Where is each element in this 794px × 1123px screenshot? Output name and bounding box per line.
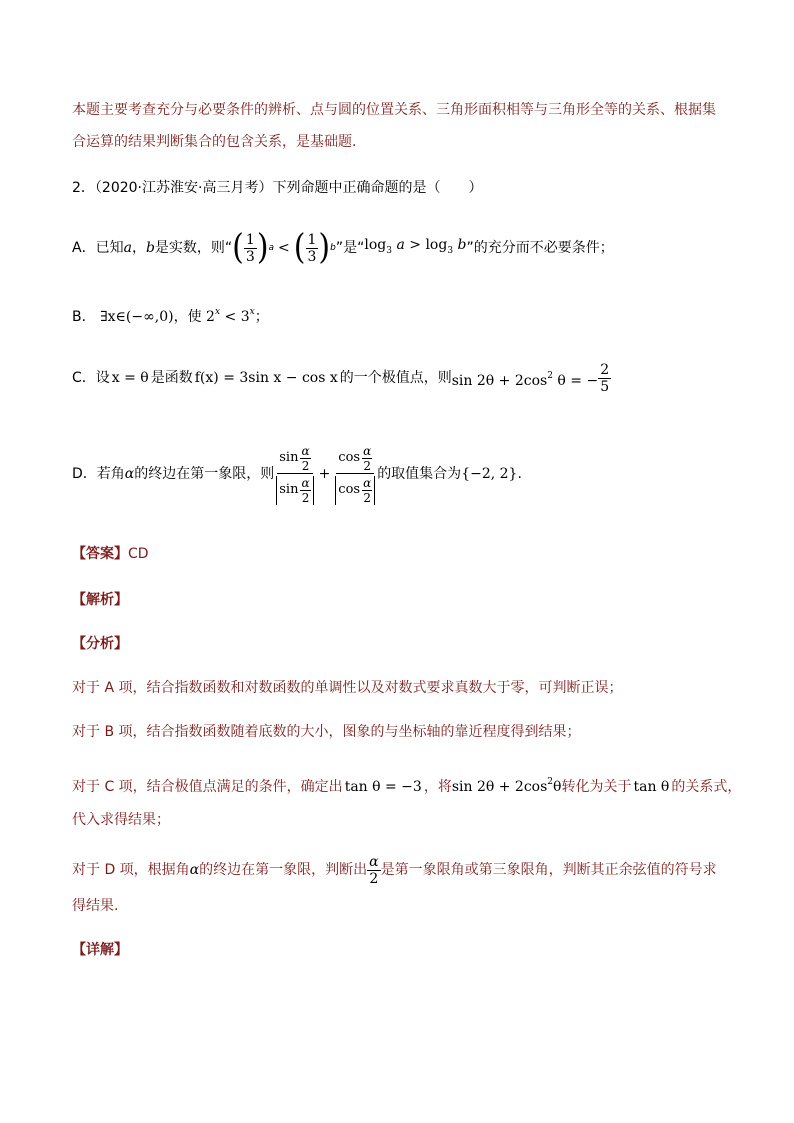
cos-ratio-fraction: cos α 2 cos α 2: [333, 444, 377, 505]
option-c-mid1: 是函数: [150, 370, 193, 386]
paren-open-2: (: [293, 227, 306, 268]
option-a-tail: ”的充分而不必要条件；: [466, 240, 614, 256]
intro-line-2: 合运算的结果判断集合的包含关系，是基础题.: [72, 134, 357, 150]
option-d-mid: 的终边在第一象限，则: [134, 466, 275, 482]
question-text: 下列命题中正确命题的是（ ）: [272, 180, 483, 196]
option-b-shi: ，使: [173, 309, 202, 325]
analysis-label: 【解析】: [72, 592, 128, 608]
analysis-c-tan: tan θ = −3: [344, 779, 422, 795]
option-b-tail: ；: [254, 309, 269, 325]
option-d: [72, 436, 522, 512]
fraction-one-third-a: $\frac{1}{3}$: [245, 231, 255, 265]
detail-label: 【详解】: [72, 942, 128, 958]
analysis-b: 对于 B 项，结合指数函数随着底数的大小，图象的与坐标轴的靠近程度得到结果；: [72, 724, 581, 740]
option-a-quote-mid: ”是“: [335, 240, 365, 256]
option-b-label: B．: [72, 309, 96, 325]
alpha-symbol: α: [124, 466, 135, 482]
option-d-label: D．: [72, 466, 97, 482]
fenxi-heading: [72, 634, 128, 654]
option-d-tail2: .: [517, 466, 522, 482]
analysis-c-line2: 代入求得结果；: [72, 812, 170, 828]
plus-sign: +: [318, 466, 331, 482]
analysis-a: 对于 A 项，结合指数函数和对数函数的单调性以及对数式要求真数大于零，可判断正误；: [72, 680, 623, 696]
question-stem: [72, 178, 482, 198]
option-a-mid: 是实数，则“: [154, 240, 233, 256]
answer-value: CD: [128, 546, 149, 562]
var-a: a: [123, 240, 132, 256]
analysis-c: 对于 C 项，结合极值点满足的条件，确定出 tan θ = −3 ，将$\sin 2\theta + 2\cos^2\theta$转化为关于 tan θ 的关系式，: [72, 777, 742, 795]
intro-line-1: 本题主要考查充分与必要条件的辨析、点与圆的位置关系、三角形面积相等与三角形全等的关系、根据集: [72, 102, 716, 118]
log-expression: $\log_3 a > \log_3 b$: [364, 237, 467, 256]
option-c-expr: $\sin 2\theta + 2\cos^2$ θ = −: [451, 370, 599, 389]
option-b-inequality: $2^x < 3^x$: [206, 307, 255, 325]
analysis-heading: [72, 590, 128, 610]
detail-heading: [72, 940, 128, 960]
var-b: b: [145, 240, 155, 256]
analysis-d-alpha: α: [189, 862, 200, 878]
less-than: <: [278, 240, 290, 256]
exponent-b: b: [330, 243, 336, 253]
paren-close: ): [256, 227, 269, 268]
option-b-exists: ∃x∈(−∞,0): [100, 309, 174, 325]
paren-open: (: [232, 227, 244, 268]
answer-line: [72, 544, 149, 564]
fraction-one-third-b: $\frac{1}{3}$: [307, 231, 317, 265]
fraction-two-fifths: $\frac{2}{5}$: [600, 361, 610, 395]
analysis-c-expr: $\sin 2\theta + 2\cos^2\theta$: [451, 777, 562, 795]
option-a-comma: ，: [131, 240, 146, 256]
paren-close-2: ): [318, 227, 331, 268]
option-c-function: f(x) = 3sin x − cos x: [194, 370, 338, 386]
option-d-pre: 若角: [96, 466, 125, 482]
option-a: [72, 228, 614, 268]
option-d-set: {−2, 2}: [461, 466, 518, 482]
option-c-pre: 设: [95, 370, 110, 386]
fenxi-label: 【分析】: [72, 636, 128, 652]
answer-label: 【答案】: [72, 546, 128, 562]
analysis-c-tan2: tan θ: [633, 779, 670, 795]
question-number: 2．: [72, 180, 95, 196]
option-c: [72, 358, 611, 398]
option-a-label: A．: [72, 240, 96, 256]
option-c-mid2: 的一个极值点，则: [339, 370, 452, 386]
option-b: [72, 302, 269, 327]
exponent-a: a: [268, 243, 275, 253]
question-source: （2020·江苏淮安·高三月考）: [94, 180, 273, 196]
option-c-eq: x = θ: [111, 370, 149, 386]
option-a-pre: 已知: [95, 240, 124, 256]
analysis-d-half-alpha: $\frac{\alpha}{2}$: [369, 853, 379, 887]
analysis-d-line2: 得结果.: [72, 898, 119, 914]
option-d-tail1: 的取值集合为: [377, 466, 462, 482]
analysis-d: 对于 D 项，根据角 α 的终边在第一象限，判断出 $\frac{\alpha}{2}$ 是第一象限角或第三象限角，判断其正余弦值的符号求: [72, 853, 717, 887]
option-c-label: C．: [72, 370, 96, 386]
sin-ratio-fraction: sin α 2 sin α 2: [274, 444, 315, 505]
